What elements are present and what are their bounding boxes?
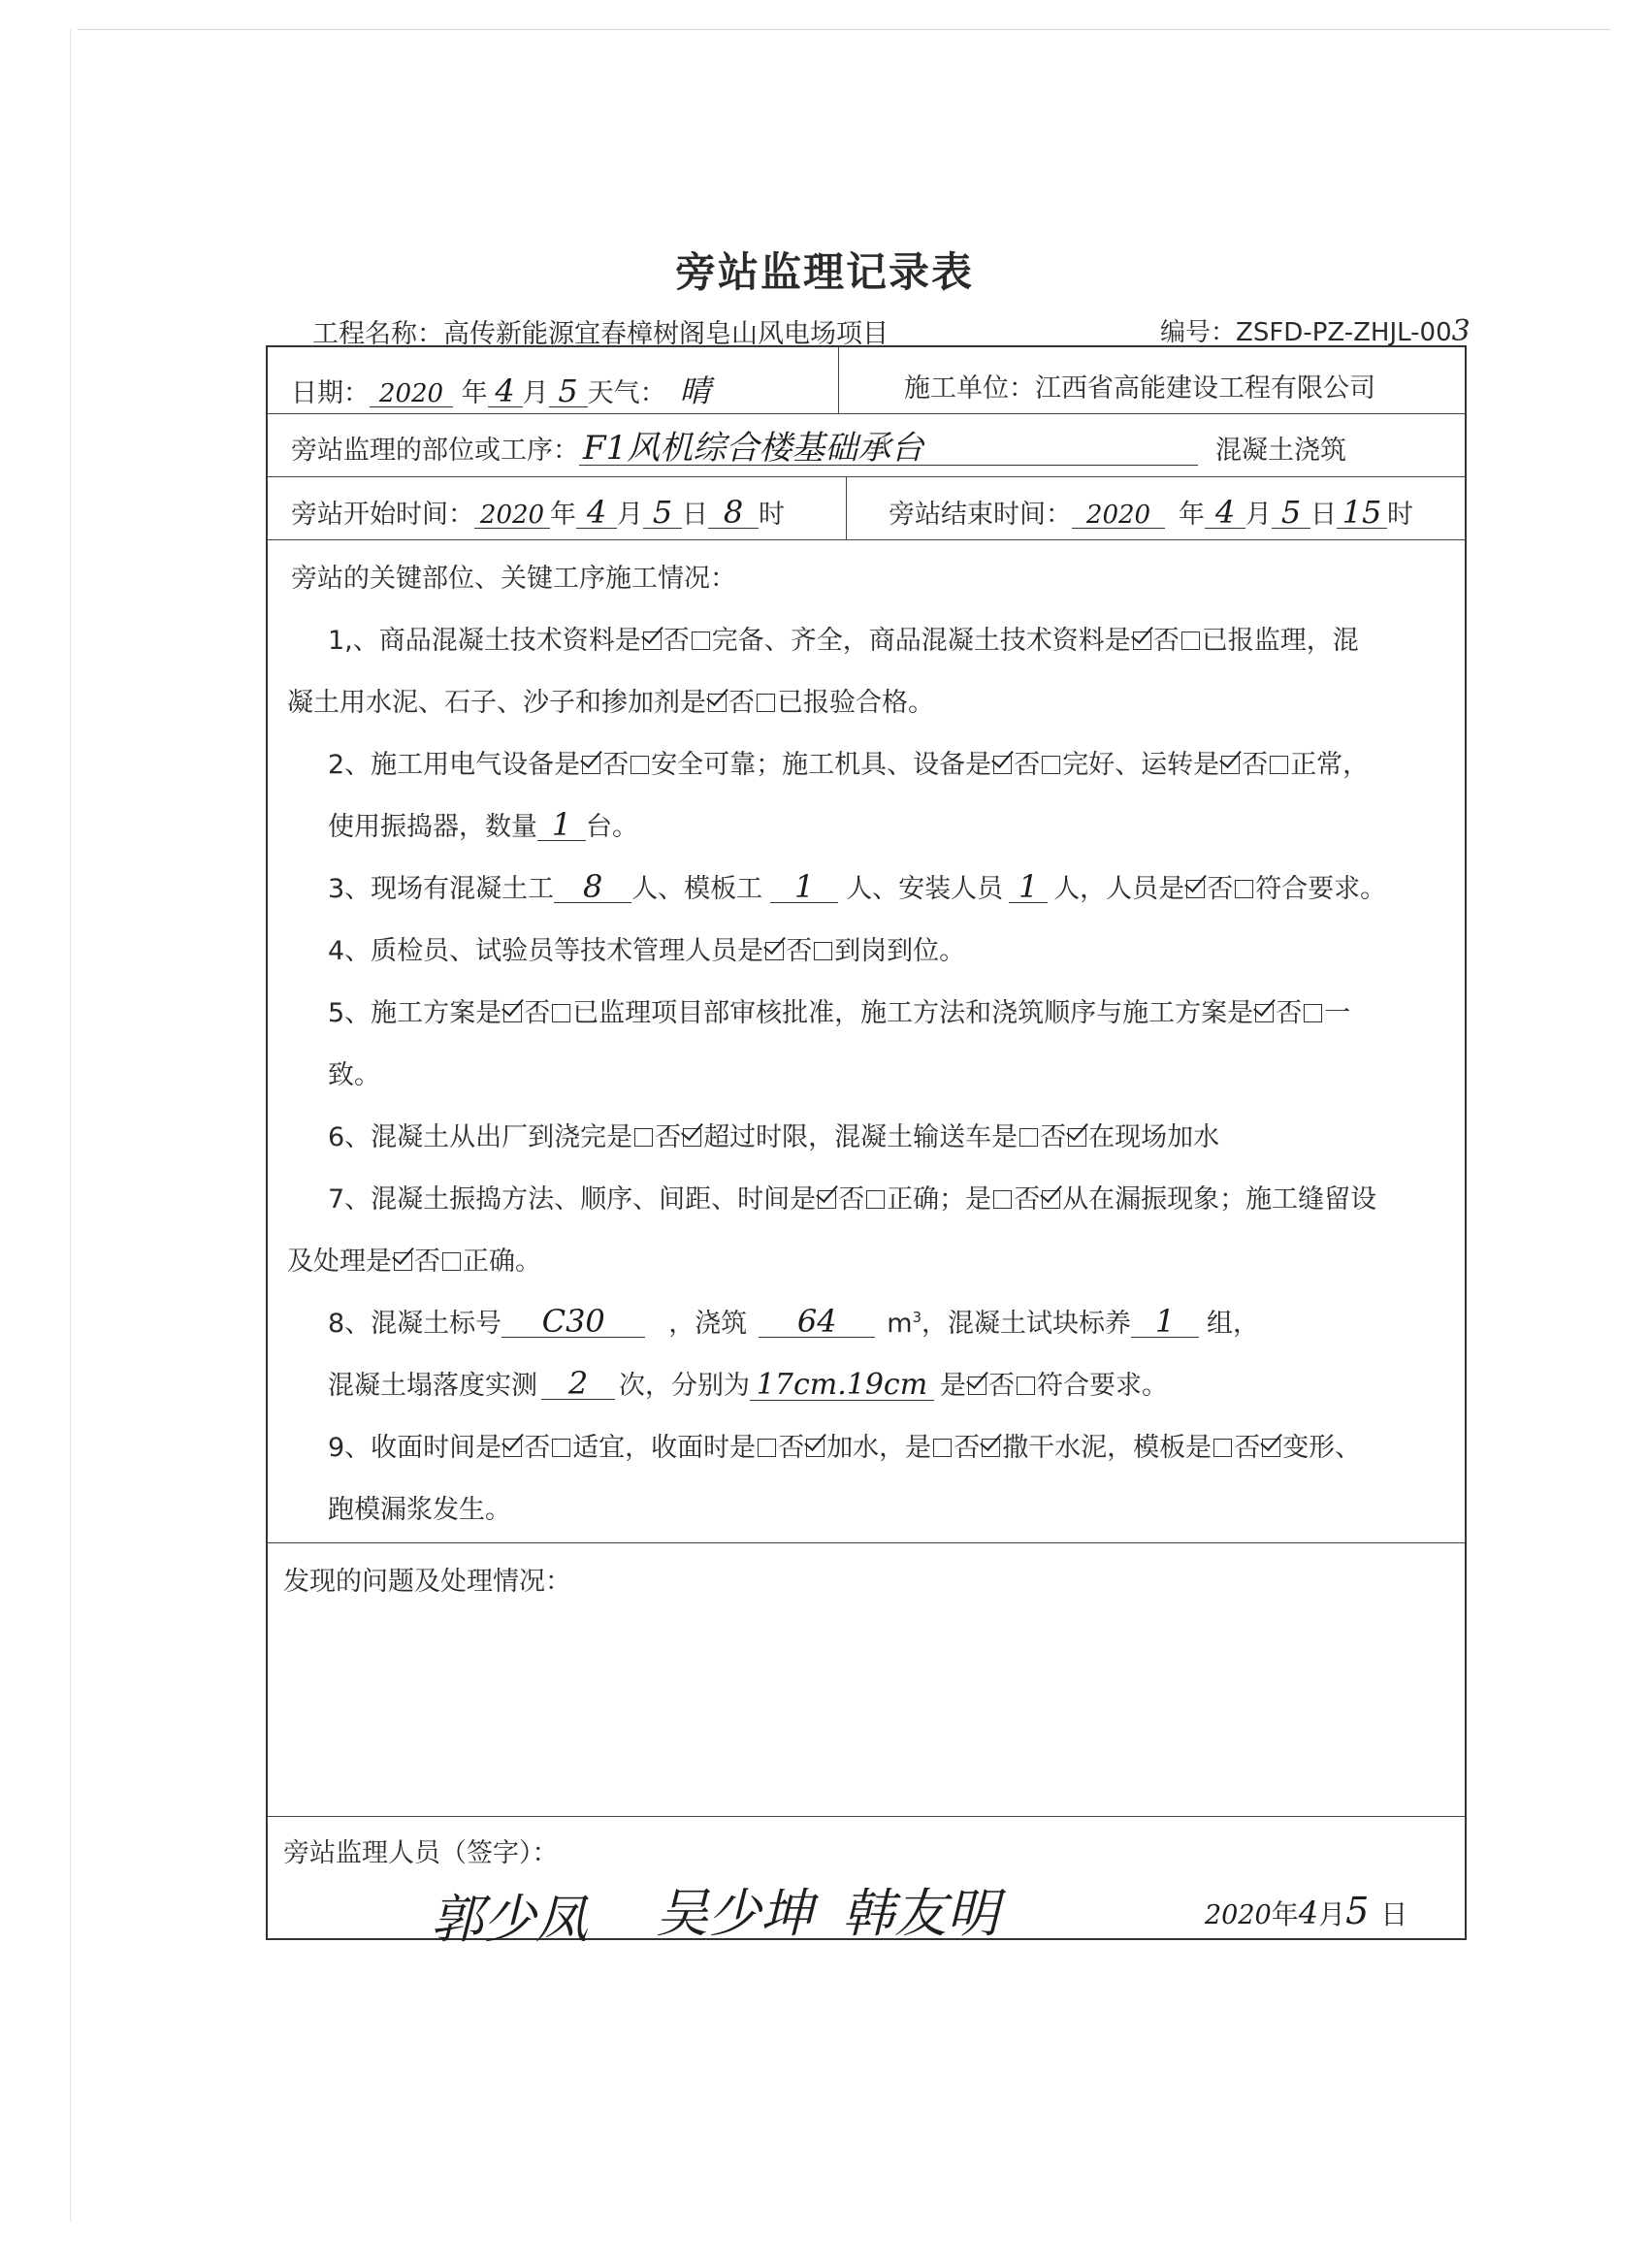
date-day: 5 <box>549 375 588 407</box>
checkbox-empty <box>933 1439 952 1457</box>
checkbox-empty <box>552 1439 570 1457</box>
checkbox-empty <box>758 1439 776 1457</box>
checkbox-empty <box>1213 1439 1232 1457</box>
checkbox-empty <box>1019 1128 1038 1147</box>
date-year: 2020 <box>370 381 453 407</box>
divider <box>268 476 1465 477</box>
start-time-cell: 旁站开始时间： 2020 年 4 月 5 日 8 时 <box>291 494 785 531</box>
project-name: 工程名称：高传新能源宜春樟树阁皂山风电场项目 <box>312 319 889 349</box>
date-weather-cell: 日期： 2020 年 4 月 5 天气： 晴 <box>291 373 711 409</box>
checkbox-empty <box>634 1128 653 1147</box>
divider <box>268 1816 1465 1817</box>
checkbox-empty <box>866 1190 885 1209</box>
contractor-cell: 施工单位：江西省高能建设工程有限公司 <box>904 373 1375 404</box>
checkbox-checked <box>1255 1004 1274 1022</box>
divider <box>268 1542 1465 1543</box>
item-5-line-1: 5、施工方案是 否 已监理项目部审核批准，施工方法和浇筑顺序与施工方案是 否 一 <box>328 998 1351 1028</box>
item-6: 6、混凝土从出厂到浇完是 否 超过时限，混凝土输送车是 否 在现场加水 <box>328 1122 1220 1152</box>
date-month: 4 <box>488 375 523 407</box>
end-month: 4 <box>1205 497 1245 529</box>
checkbox-empty <box>552 1004 570 1022</box>
serial-number: 编号：ZSFD-PZ-ZHJL-003 <box>1160 314 1471 348</box>
checkbox-checked <box>818 1190 836 1209</box>
checkbox-empty <box>1270 756 1288 774</box>
checkbox-empty <box>1017 1377 1035 1395</box>
pour-volume: 64 <box>759 1306 875 1338</box>
divider <box>846 476 847 539</box>
start-month: 4 <box>576 497 617 529</box>
checkbox-checked <box>582 756 600 774</box>
checkbox-checked <box>503 1004 522 1022</box>
item-7-line-2: 及处理是 否 正确。 <box>287 1247 541 1277</box>
install-workers: 1 <box>1009 871 1048 903</box>
start-year: 2020 <box>474 502 550 529</box>
serial-last-digit: 3 <box>1451 314 1471 348</box>
checkbox-empty <box>814 942 832 960</box>
issues-label: 发现的问题及处理情况： <box>283 1567 571 1597</box>
vibrator-qty: 1 <box>537 809 586 841</box>
checkbox-empty <box>993 1190 1012 1209</box>
item-9-line-2: 跑模漏浆发生。 <box>328 1495 511 1525</box>
item-8-line-1: 8、混凝土标号 C30 ，浇筑 64 $m^3$，混凝土试块标养 1 组， <box>328 1303 1260 1340</box>
scan-edge-top <box>78 29 1610 30</box>
checkbox-checked <box>1042 1190 1060 1209</box>
checkbox-empty <box>1042 756 1060 774</box>
checkbox-checked <box>394 1252 412 1271</box>
slump-test-count: 2 <box>541 1368 615 1400</box>
checkbox-empty <box>692 632 710 650</box>
checkbox-empty <box>757 694 775 712</box>
start-day: 5 <box>643 497 682 529</box>
end-time-cell: 旁站结束时间： 2020 年 4 月 5 日 15 时 <box>889 494 1413 531</box>
checkbox-checked <box>708 694 727 712</box>
signature-date: 2020年4月5 日 <box>1205 1890 1408 1932</box>
end-hour: 15 <box>1337 497 1387 529</box>
item-5-line-2: 致。 <box>328 1060 380 1090</box>
divider <box>268 413 1465 414</box>
item-7-line-1: 7、混凝土振捣方法、顺序、间距、时间是 否 正确；是 否 从在漏振现象；施工缝留设 <box>328 1184 1377 1215</box>
form-title: 旁站监理记录表 <box>674 248 974 296</box>
checkbox-checked <box>643 632 662 650</box>
item-1-line-2: 凝土用水泥、石子、沙子和掺加剂是 否 已报验合格。 <box>287 688 934 718</box>
checkbox-checked <box>968 1377 986 1395</box>
checkbox-empty <box>1181 632 1200 650</box>
divider <box>268 539 1465 540</box>
location-suffix: 混凝土浇筑 <box>1215 436 1346 466</box>
record-form <box>266 345 1467 1950</box>
end-year: 2020 <box>1072 502 1165 529</box>
checkbox-checked <box>1133 632 1151 650</box>
end-day: 5 <box>1272 497 1310 529</box>
checkbox-empty <box>1235 880 1253 898</box>
location-value: F1风机综合楼基础承台 <box>579 432 1198 466</box>
signature-2: 吴少坤 <box>656 1883 813 1944</box>
item-3: 3、现场有混凝土工 8 人、模板工 1 人、安装人员 1 人，人员是 否 符合要求。 <box>328 868 1387 905</box>
weather-value: 晴 <box>679 373 711 409</box>
checkbox-checked <box>1221 756 1240 774</box>
main-heading: 旁站的关键部位、关键工序施工情况： <box>291 564 736 594</box>
item-8-line-2: 混凝土塌落度实测 2 次，分别为 17cm.19cm 是 否 符合要求。 <box>328 1365 1168 1402</box>
concrete-workers: 8 <box>554 871 631 903</box>
test-block-groups: 1 <box>1131 1306 1199 1338</box>
checkbox-empty <box>442 1252 461 1271</box>
contractor-value: 江西省高能建设工程有限公司 <box>1035 373 1375 404</box>
checkbox-checked <box>1068 1128 1086 1147</box>
concrete-grade: C30 <box>501 1306 645 1338</box>
signature-3: 韩友明 <box>842 1883 999 1944</box>
item-2-line-2: 使用振捣器，数量 1 台。 <box>328 806 638 843</box>
checkbox-checked <box>806 1439 824 1457</box>
signature-label: 旁站监理人员（签字）： <box>283 1838 559 1868</box>
item-2-line-1: 2、施工用电气设备是 否 安全可靠；施工机具、设备是 否 完好、运转是 否 正常， <box>328 750 1370 780</box>
checkbox-empty <box>1304 1004 1322 1022</box>
checkbox-checked <box>982 1439 1000 1457</box>
checkbox-checked <box>683 1128 701 1147</box>
location-cell: 旁站监理的部位或工序： F1风机综合楼基础承台 混凝土浇筑 <box>291 429 1346 468</box>
checkbox-checked <box>503 1439 522 1457</box>
checkbox-checked <box>993 756 1012 774</box>
scan-edge-left <box>70 29 71 2221</box>
signature-1: 郭少凤 <box>431 1889 588 1950</box>
checkbox-checked <box>1186 880 1205 898</box>
item-9-line-1: 9、收面时间是 否 适宜，收面时是 否 加水，是 否 撒干水泥，模板是 否 变形、 <box>328 1433 1362 1463</box>
formwork-workers: 1 <box>770 871 838 903</box>
slump-values: 17cm.19cm <box>750 1371 934 1401</box>
divider <box>838 347 839 413</box>
checkbox-empty <box>630 756 649 774</box>
start-hour: 8 <box>708 497 759 529</box>
item-4: 4、质检员、试验员等技术管理人员是 否 到岗到位。 <box>328 936 966 966</box>
checkbox-checked <box>1262 1439 1280 1457</box>
item-1-line-1: 1,、商品混凝土技术资料是 否 完备、齐全，商品混凝土技术资料是 否 已报监理，混 <box>328 626 1359 656</box>
checkbox-checked <box>765 942 784 960</box>
